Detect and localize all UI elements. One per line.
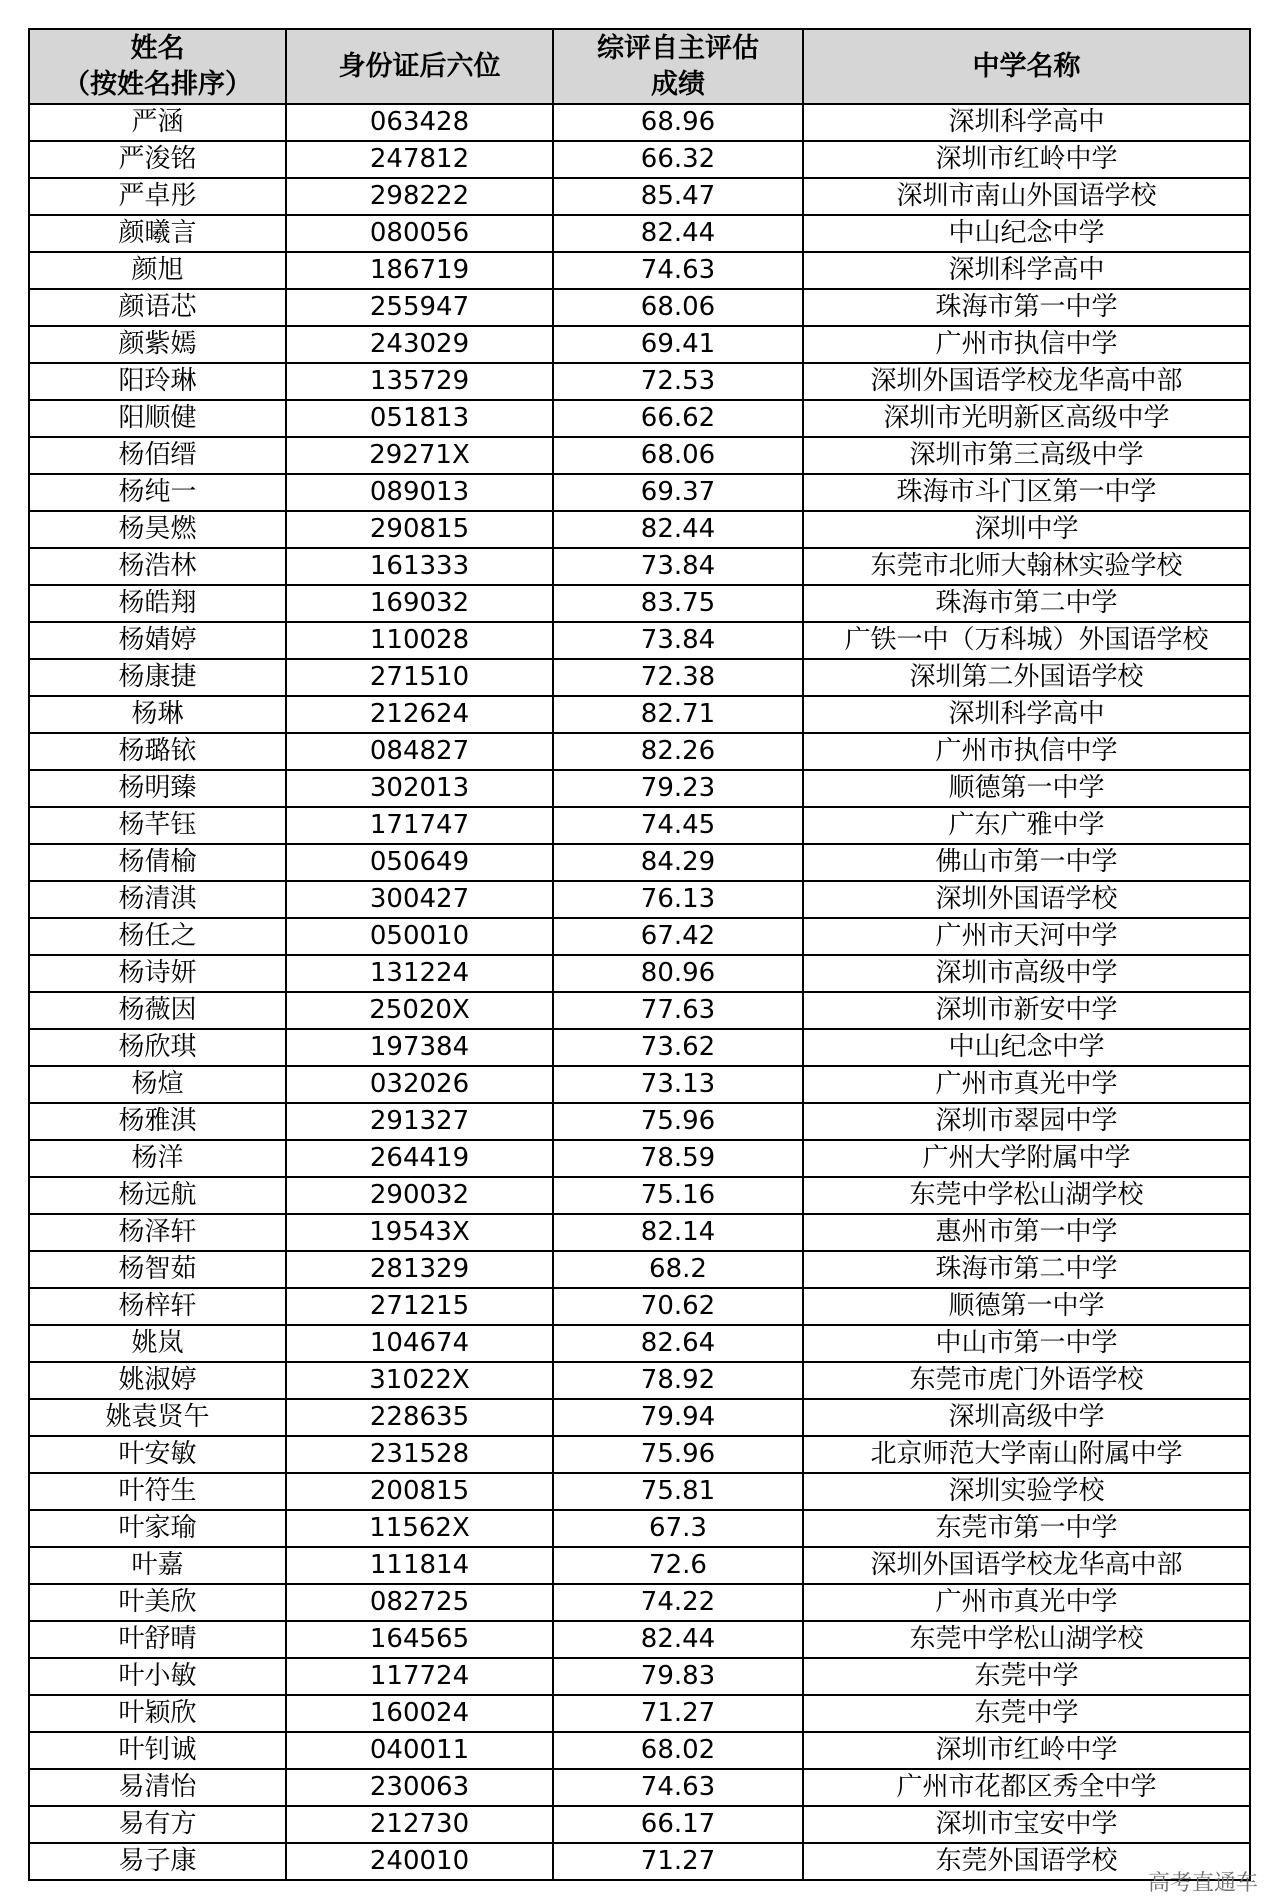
score-cell: 83.75 — [553, 585, 803, 622]
table-row — [29, 326, 1250, 363]
table-row — [29, 400, 1250, 437]
table-row — [29, 622, 1250, 659]
watermark: 高考直通车 — [1147, 1871, 1258, 1896]
table-row — [29, 807, 1250, 844]
school-cell: 深圳市红岭中学 — [803, 1732, 1250, 1769]
school-cell: 中山纪念中学 — [803, 215, 1250, 252]
name-cell: 杨梓轩 — [29, 1288, 286, 1325]
school-cell: 深圳科学高中 — [803, 104, 1250, 141]
name-cell: 杨佰缙 — [29, 437, 286, 474]
school-cell: 深圳市高级中学 — [803, 955, 1250, 992]
score-cell: 75.96 — [553, 1436, 803, 1473]
table-row — [29, 141, 1250, 178]
table-row — [29, 1066, 1250, 1103]
school-cell: 深圳市新安中学 — [803, 992, 1250, 1029]
score-cell: 68.2 — [553, 1251, 803, 1288]
school-cell: 珠海市第一中学 — [803, 289, 1250, 326]
table-row — [29, 733, 1250, 770]
id-cell: 186719 — [286, 252, 553, 289]
name-cell: 杨清淇 — [29, 881, 286, 918]
name-cell: 杨煊 — [29, 1066, 286, 1103]
id-cell: 240010 — [286, 1843, 553, 1880]
score-cell: 79.83 — [553, 1658, 803, 1695]
score-cell: 69.41 — [553, 326, 803, 363]
school-cell: 珠海市第二中学 — [803, 1251, 1250, 1288]
name-cell: 杨远航 — [29, 1177, 286, 1214]
table-row — [29, 1584, 1250, 1621]
score-cell: 82.44 — [553, 1621, 803, 1658]
score-cell: 82.14 — [553, 1214, 803, 1251]
school-cell: 北京师范大学南山附属中学 — [803, 1436, 1250, 1473]
school-cell: 深圳高级中学 — [803, 1399, 1250, 1436]
name-cell: 颜曦言 — [29, 215, 286, 252]
school-cell: 深圳市第三高级中学 — [803, 437, 1250, 474]
name-cell: 叶家瑜 — [29, 1510, 286, 1547]
school-cell: 广铁一中（万科城）外国语学校 — [803, 622, 1250, 659]
id-cell: 110028 — [286, 622, 553, 659]
school-cell: 广东广雅中学 — [803, 807, 1250, 844]
name-cell: 杨琳 — [29, 696, 286, 733]
table-row — [29, 1288, 1250, 1325]
id-cell: 212624 — [286, 696, 553, 733]
score-cell: 79.23 — [553, 770, 803, 807]
id-cell: 231528 — [286, 1436, 553, 1473]
id-cell: 040011 — [286, 1732, 553, 1769]
id-cell: 247812 — [286, 141, 553, 178]
school-cell: 深圳实验学校 — [803, 1473, 1250, 1510]
name-cell: 严卓彤 — [29, 178, 286, 215]
score-cell: 74.45 — [553, 807, 803, 844]
school-cell: 深圳外国语学校龙华高中部 — [803, 1547, 1250, 1584]
score-cell: 82.44 — [553, 511, 803, 548]
id-cell: 200815 — [286, 1473, 553, 1510]
id-cell: 29271X — [286, 437, 553, 474]
school-cell: 广州市花都区秀全中学 — [803, 1769, 1250, 1806]
table-row — [29, 992, 1250, 1029]
school-cell: 深圳科学高中 — [803, 252, 1250, 289]
score-cell: 82.64 — [553, 1325, 803, 1362]
id-cell: 19543X — [286, 1214, 553, 1251]
school-cell: 深圳外国语学校龙华高中部 — [803, 363, 1250, 400]
score-cell: 71.27 — [553, 1843, 803, 1880]
table-row — [29, 289, 1250, 326]
id-cell: 243029 — [286, 326, 553, 363]
header-name-sublabel: （按姓名排序） — [63, 68, 252, 100]
score-cell: 76.13 — [553, 881, 803, 918]
table-row — [29, 918, 1250, 955]
table-body — [29, 104, 1250, 1880]
school-cell: 广州大学附属中学 — [803, 1140, 1250, 1177]
name-cell: 杨皓翔 — [29, 585, 286, 622]
table-row — [29, 178, 1250, 215]
header-school: 中学名称 — [803, 29, 1250, 104]
table-row — [29, 1621, 1250, 1658]
name-cell: 易清怡 — [29, 1769, 286, 1806]
id-cell: 298222 — [286, 178, 553, 215]
name-cell: 颜旭 — [29, 252, 286, 289]
table-row — [29, 585, 1250, 622]
school-cell: 顺德第一中学 — [803, 1288, 1250, 1325]
id-cell: 25020X — [286, 992, 553, 1029]
name-cell: 杨诗妍 — [29, 955, 286, 992]
score-cell: 66.32 — [553, 141, 803, 178]
name-cell: 杨婧婷 — [29, 622, 286, 659]
name-cell: 杨雅淇 — [29, 1103, 286, 1140]
school-cell: 广州市天河中学 — [803, 918, 1250, 955]
table-row — [29, 770, 1250, 807]
school-cell: 广州市真光中学 — [803, 1066, 1250, 1103]
name-cell: 叶安敏 — [29, 1436, 286, 1473]
id-cell: 290815 — [286, 511, 553, 548]
name-cell: 叶舒晴 — [29, 1621, 286, 1658]
name-cell: 阳玲琳 — [29, 363, 286, 400]
school-cell: 东莞中学 — [803, 1695, 1250, 1732]
id-cell: 063428 — [286, 104, 553, 141]
name-cell: 颜紫嫣 — [29, 326, 286, 363]
name-cell: 叶符生 — [29, 1473, 286, 1510]
admission-score-table — [28, 28, 1251, 1881]
score-cell: 79.94 — [553, 1399, 803, 1436]
name-cell: 杨纯一 — [29, 474, 286, 511]
name-cell: 杨洋 — [29, 1140, 286, 1177]
table-row — [29, 474, 1250, 511]
id-cell: 291327 — [286, 1103, 553, 1140]
school-cell: 深圳第二外国语学校 — [803, 659, 1250, 696]
id-cell: 084827 — [286, 733, 553, 770]
id-cell: 290032 — [286, 1177, 553, 1214]
table-row — [29, 1399, 1250, 1436]
school-cell: 深圳市光明新区高级中学 — [803, 400, 1250, 437]
score-cell: 66.62 — [553, 400, 803, 437]
school-cell: 佛山市第一中学 — [803, 844, 1250, 881]
school-cell: 深圳市红岭中学 — [803, 141, 1250, 178]
header-score-sublabel: 成绩 — [651, 68, 705, 100]
score-cell: 82.44 — [553, 215, 803, 252]
school-cell: 深圳市宝安中学 — [803, 1806, 1250, 1843]
score-cell: 66.17 — [553, 1806, 803, 1843]
name-cell: 杨明臻 — [29, 770, 286, 807]
score-cell: 80.96 — [553, 955, 803, 992]
id-cell: 271510 — [286, 659, 553, 696]
id-cell: 089013 — [286, 474, 553, 511]
school-cell: 深圳市翠园中学 — [803, 1103, 1250, 1140]
score-cell: 71.27 — [553, 1695, 803, 1732]
table-row — [29, 1806, 1250, 1843]
id-cell: 197384 — [286, 1029, 553, 1066]
table-row — [29, 1214, 1250, 1251]
score-cell: 74.63 — [553, 252, 803, 289]
table-row — [29, 1695, 1250, 1732]
table-row — [29, 1251, 1250, 1288]
school-cell: 深圳市南山外国语学校 — [803, 178, 1250, 215]
id-cell: 050010 — [286, 918, 553, 955]
name-cell: 叶美欣 — [29, 1584, 286, 1621]
score-cell: 70.62 — [553, 1288, 803, 1325]
school-cell: 深圳科学高中 — [803, 696, 1250, 733]
id-cell: 228635 — [286, 1399, 553, 1436]
id-cell: 032026 — [286, 1066, 553, 1103]
school-cell: 中山市第一中学 — [803, 1325, 1250, 1362]
id-cell: 164565 — [286, 1621, 553, 1658]
id-cell: 264419 — [286, 1140, 553, 1177]
id-cell: 31022X — [286, 1362, 553, 1399]
school-cell: 顺德第一中学 — [803, 770, 1250, 807]
score-cell: 75.16 — [553, 1177, 803, 1214]
table-row — [29, 1362, 1250, 1399]
table-row — [29, 1769, 1250, 1806]
name-cell: 杨智茹 — [29, 1251, 286, 1288]
name-cell: 姚淑婷 — [29, 1362, 286, 1399]
name-cell: 杨芊钰 — [29, 807, 286, 844]
id-cell: 300427 — [286, 881, 553, 918]
id-cell: 135729 — [286, 363, 553, 400]
header-score — [553, 29, 803, 104]
header-score-label: 综评自主评估 — [597, 32, 759, 64]
score-cell: 68.06 — [553, 437, 803, 474]
table-row — [29, 363, 1250, 400]
table-row — [29, 548, 1250, 585]
school-cell: 东莞中学 — [803, 1658, 1250, 1695]
table-row — [29, 1473, 1250, 1510]
score-cell: 78.92 — [553, 1362, 803, 1399]
table-row — [29, 104, 1250, 141]
table-row — [29, 437, 1250, 474]
table-row — [29, 1732, 1250, 1769]
id-cell: 302013 — [286, 770, 553, 807]
score-cell: 68.06 — [553, 289, 803, 326]
name-cell: 杨欣琪 — [29, 1029, 286, 1066]
score-cell: 82.71 — [553, 696, 803, 733]
score-cell: 73.13 — [553, 1066, 803, 1103]
table-row — [29, 1436, 1250, 1473]
name-cell: 易子康 — [29, 1843, 286, 1880]
score-cell: 74.22 — [553, 1584, 803, 1621]
school-cell: 东莞市北师大翰林实验学校 — [803, 548, 1250, 585]
name-cell: 颜语芯 — [29, 289, 286, 326]
id-cell: 051813 — [286, 400, 553, 437]
score-cell: 82.26 — [553, 733, 803, 770]
school-cell: 广州市真光中学 — [803, 1584, 1250, 1621]
id-cell: 111814 — [286, 1547, 553, 1584]
id-cell: 212730 — [286, 1806, 553, 1843]
table-row — [29, 215, 1250, 252]
score-cell: 75.96 — [553, 1103, 803, 1140]
id-cell: 161333 — [286, 548, 553, 585]
score-cell: 72.53 — [553, 363, 803, 400]
table-row — [29, 844, 1250, 881]
id-cell: 117724 — [286, 1658, 553, 1695]
score-cell: 69.37 — [553, 474, 803, 511]
name-cell: 姚岚 — [29, 1325, 286, 1362]
score-cell: 68.02 — [553, 1732, 803, 1769]
score-cell: 85.47 — [553, 178, 803, 215]
table-row — [29, 1140, 1250, 1177]
id-cell: 160024 — [286, 1695, 553, 1732]
id-cell: 104674 — [286, 1325, 553, 1362]
score-cell: 73.84 — [553, 548, 803, 585]
score-cell: 67.3 — [553, 1510, 803, 1547]
school-cell: 东莞中学松山湖学校 — [803, 1621, 1250, 1658]
school-cell: 惠州市第一中学 — [803, 1214, 1250, 1251]
id-cell: 080056 — [286, 215, 553, 252]
score-cell: 73.62 — [553, 1029, 803, 1066]
id-cell: 11562X — [286, 1510, 553, 1547]
id-cell: 171747 — [286, 807, 553, 844]
school-cell: 东莞外国语学校 — [803, 1843, 1250, 1880]
name-cell: 杨浩林 — [29, 548, 286, 585]
name-cell: 阳顺健 — [29, 400, 286, 437]
table-row — [29, 252, 1250, 289]
table-row — [29, 696, 1250, 733]
score-cell: 72.6 — [553, 1547, 803, 1584]
name-cell: 姚袁贤午 — [29, 1399, 286, 1436]
name-cell: 杨昊燃 — [29, 511, 286, 548]
school-cell: 中山纪念中学 — [803, 1029, 1250, 1066]
school-cell: 广州市执信中学 — [803, 326, 1250, 363]
table-row — [29, 1843, 1250, 1880]
id-cell: 255947 — [286, 289, 553, 326]
school-cell: 东莞中学松山湖学校 — [803, 1177, 1250, 1214]
header-id: 身份证后六位 — [286, 29, 553, 104]
table-row — [29, 1029, 1250, 1066]
name-cell: 叶小敏 — [29, 1658, 286, 1695]
table-row — [29, 1103, 1250, 1140]
id-cell: 169032 — [286, 585, 553, 622]
school-cell: 深圳外国语学校 — [803, 881, 1250, 918]
score-cell: 73.84 — [553, 622, 803, 659]
table-row — [29, 1325, 1250, 1362]
table-row — [29, 1547, 1250, 1584]
name-cell: 严浚铭 — [29, 141, 286, 178]
name-cell: 杨璐铱 — [29, 733, 286, 770]
school-cell: 珠海市斗门区第一中学 — [803, 474, 1250, 511]
school-cell: 东莞市虎门外语学校 — [803, 1362, 1250, 1399]
name-cell: 杨康捷 — [29, 659, 286, 696]
score-cell: 72.38 — [553, 659, 803, 696]
name-cell: 杨薇因 — [29, 992, 286, 1029]
school-cell: 深圳中学 — [803, 511, 1250, 548]
score-cell: 75.81 — [553, 1473, 803, 1510]
id-cell: 050649 — [286, 844, 553, 881]
name-cell: 杨任之 — [29, 918, 286, 955]
name-cell: 叶钊诚 — [29, 1732, 286, 1769]
header-name-label: 姓名 — [130, 32, 185, 64]
name-cell: 杨泽轩 — [29, 1214, 286, 1251]
school-cell: 东莞市第一中学 — [803, 1510, 1250, 1547]
school-cell: 广州市执信中学 — [803, 733, 1250, 770]
name-cell: 易有方 — [29, 1806, 286, 1843]
name-cell: 叶嘉 — [29, 1547, 286, 1584]
score-cell: 74.63 — [553, 1769, 803, 1806]
table-row — [29, 955, 1250, 992]
table-row — [29, 1510, 1250, 1547]
id-cell: 131224 — [286, 955, 553, 992]
score-cell: 67.42 — [553, 918, 803, 955]
score-cell: 78.59 — [553, 1140, 803, 1177]
name-cell: 叶颖欣 — [29, 1695, 286, 1732]
name-cell: 杨倩榆 — [29, 844, 286, 881]
id-cell: 230063 — [286, 1769, 553, 1806]
name-cell: 严涵 — [29, 104, 286, 141]
score-cell: 77.63 — [553, 992, 803, 1029]
header-row — [29, 29, 1250, 104]
header-name — [29, 29, 286, 104]
table-row — [29, 1177, 1250, 1214]
id-cell: 281329 — [286, 1251, 553, 1288]
score-cell: 84.29 — [553, 844, 803, 881]
table-row — [29, 659, 1250, 696]
id-cell: 271215 — [286, 1288, 553, 1325]
id-cell: 082725 — [286, 1584, 553, 1621]
table-row — [29, 1658, 1250, 1695]
table-row — [29, 881, 1250, 918]
table-row — [29, 511, 1250, 548]
school-cell: 珠海市第二中学 — [803, 585, 1250, 622]
score-cell: 68.96 — [553, 104, 803, 141]
